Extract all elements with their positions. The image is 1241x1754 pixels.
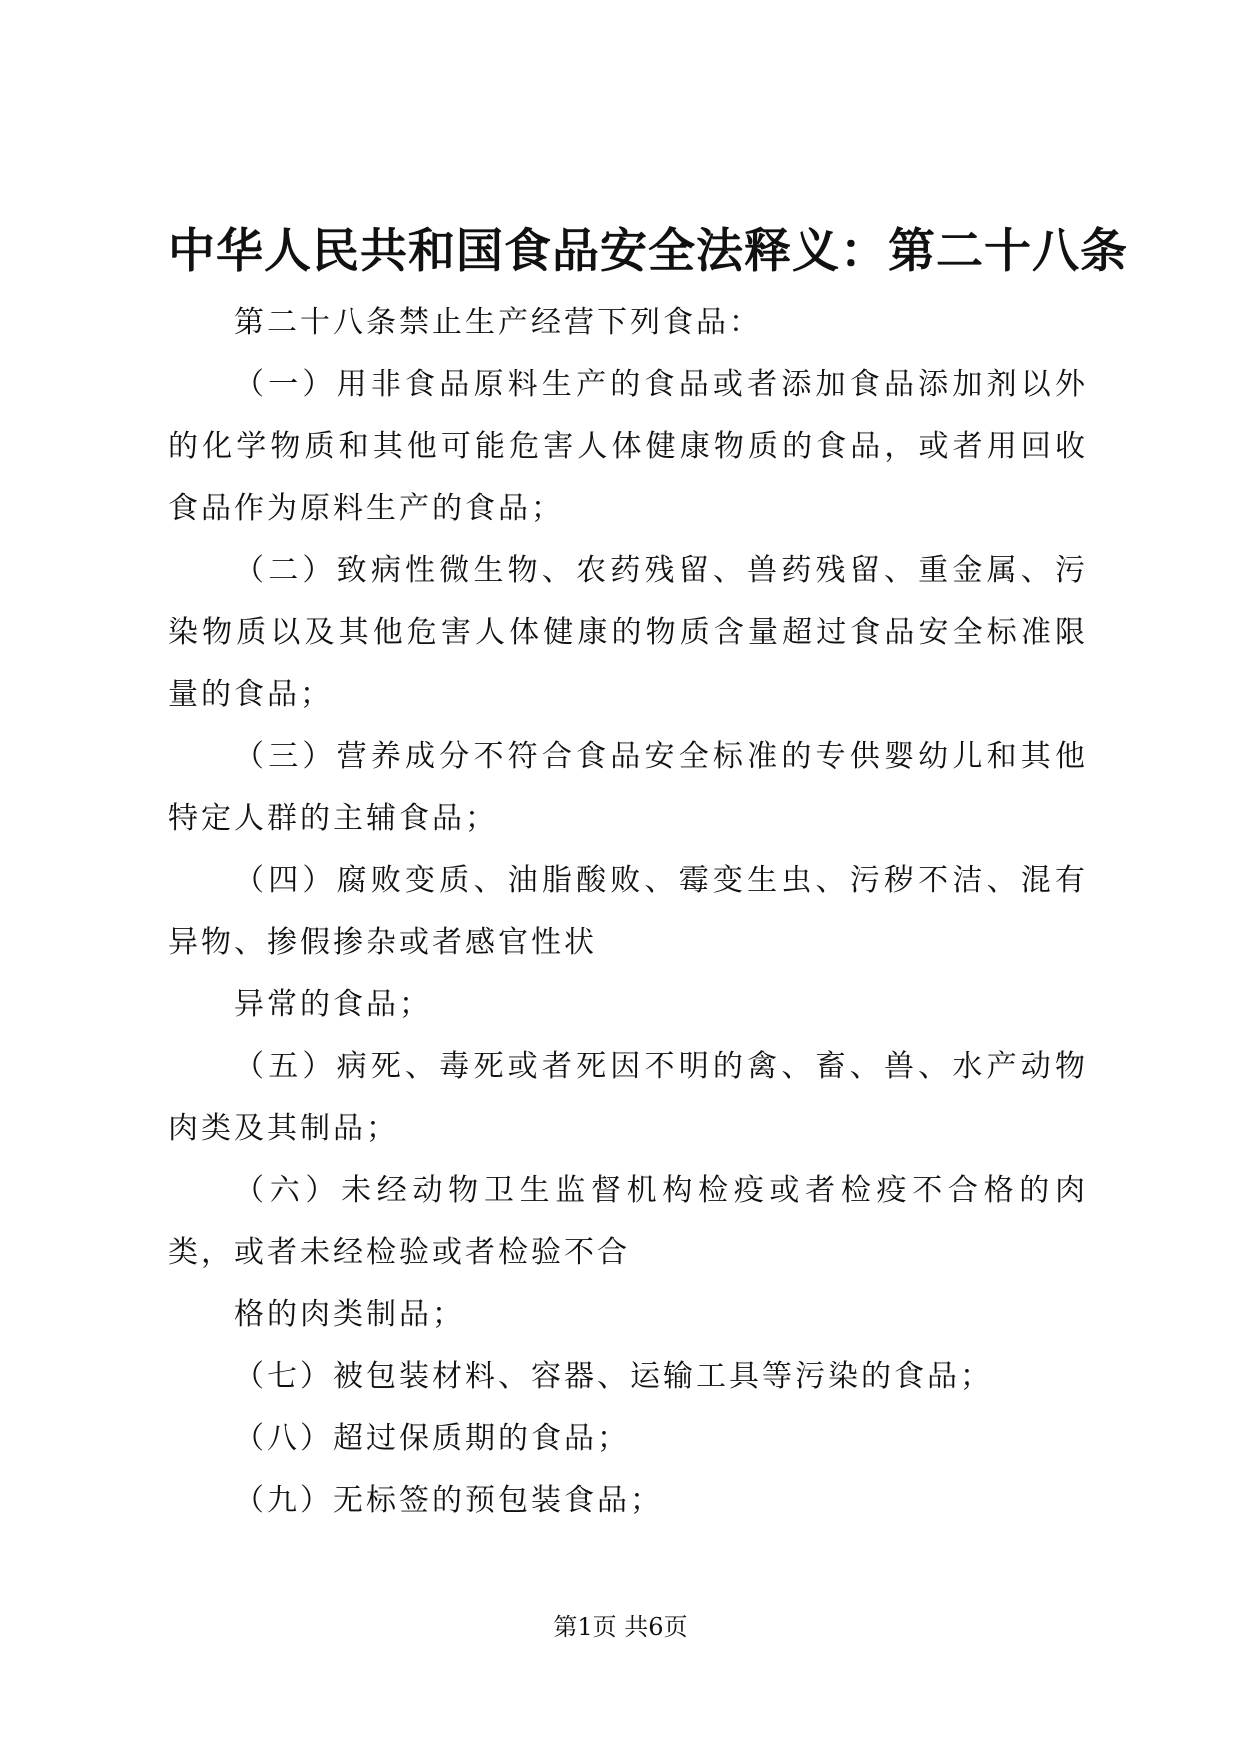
paragraph-item-2: （二）致病性微生物、农药残留、兽药残留、重金属、污染物质以及其他危害人体健康的物质含量超过食品安全标准限量的食品； [168,553,1088,712]
paragraph-item-4: （四）腐败变质、油脂酸败、霉变生虫、污秽不洁、混有异物、掺假掺杂或者感官性状 [168,863,1088,960]
page-number-footer: 第1页 共6页 [553,1613,688,1641]
document-body [168,292,1088,1532]
document-title: 中华人民共和国食品安全法释义：第二十八条 [168,224,1128,279]
paragraph-item-6-continued: 格的肉类制品； [234,1297,465,1332]
paragraph-intro: 第二十八条禁止生产经营下列食品： [234,305,762,340]
paragraph-item-3: （三）营养成分不符合食品安全标准的专供婴幼儿和其他特定人群的主辅食品； [168,739,1088,836]
paragraph-item-7: （七）被包装材料、容器、运输工具等污染的食品； [234,1359,993,1394]
paragraph-item-4-continued: 异常的食品； [234,987,432,1022]
paragraph-item-8: （八）超过保质期的食品； [234,1421,630,1456]
paragraph-item-5: （五）病死、毒死或者死因不明的禽、畜、兽、水产动物肉类及其制品； [168,1049,1088,1146]
paragraph-item-1: （一）用非食品原料生产的食品或者添加食品添加剂以外的化学物质和其他可能危害人体健康物质的食品，或者用回收食品作为原料生产的食品； [168,367,1088,526]
paragraph-item-9: （九）无标签的预包装食品； [234,1483,663,1518]
paragraph-item-6: （六）未经动物卫生监督机构检疫或者检疫不合格的肉类，或者未经检验或者检验不合 [168,1173,1088,1270]
